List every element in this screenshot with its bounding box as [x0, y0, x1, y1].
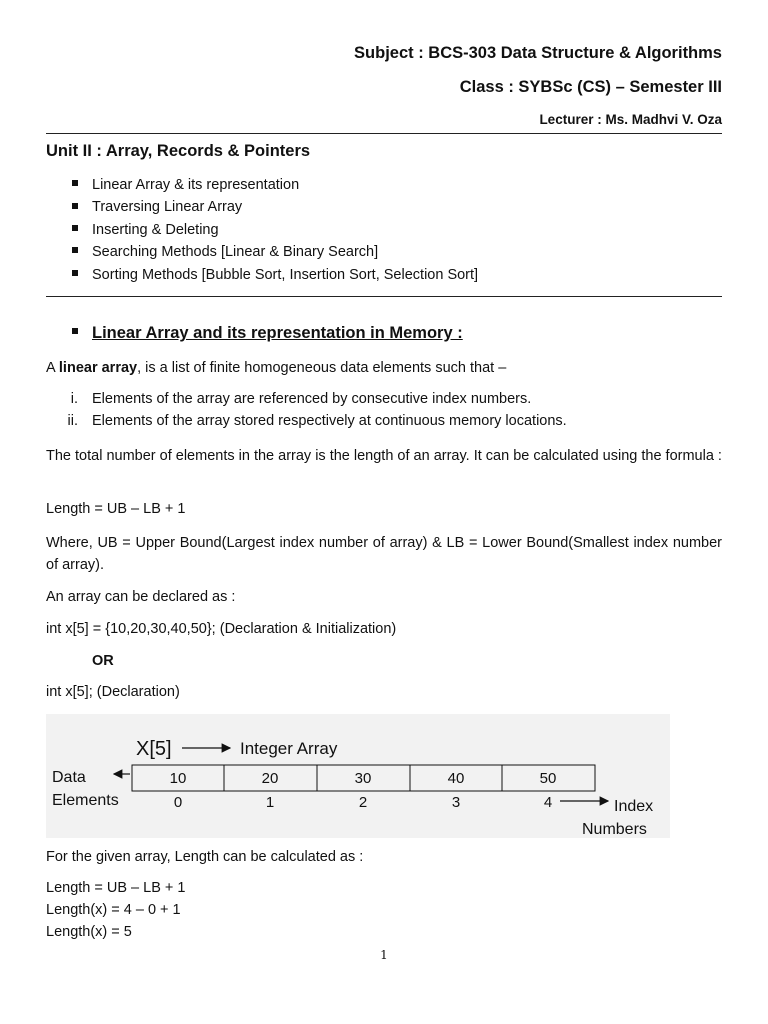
array-diagram-svg	[46, 714, 670, 838]
term-linear-array: linear array	[58, 360, 138, 376]
topic-item: Traversing Linear Array	[72, 196, 478, 218]
lecturer-line: Lecturer : Ms. Madhvi V. Oza	[539, 112, 722, 127]
section-heading: Linear Array and its representation in Memory :	[72, 324, 463, 343]
intro-paragraph: A linear array, is a list of finite homogeneous data elements such that –	[46, 360, 507, 376]
topics-divider	[46, 296, 722, 297]
calc-line: Length = UB – LB + 1	[46, 880, 186, 896]
bullet-icon	[72, 247, 78, 253]
array-index: 2	[358, 794, 368, 811]
array-value: 10	[169, 770, 187, 787]
data-elements-label: Data	[52, 769, 86, 786]
array-value: 50	[539, 770, 557, 787]
header-divider	[46, 133, 722, 134]
array-index: 3	[451, 794, 461, 811]
topic-item: Sorting Methods [Bubble Sort, Insertion Sort, Selection Sort]	[72, 264, 478, 286]
calc-intro: For the given array, Length can be calculated as :	[46, 849, 364, 865]
class-line: Class : SYBSc (CS) – Semester III	[459, 78, 722, 96]
subject-line: Subject : BCS-303 Data Structure & Algorithms	[354, 44, 722, 62]
calc-line: Length(x) = 4 – 0 + 1	[46, 902, 181, 918]
array-value: 20	[261, 770, 279, 787]
calc-line: Length(x) = 5	[46, 924, 132, 940]
length-formula: Length = UB – LB + 1	[46, 501, 186, 517]
array-value: 30	[354, 770, 372, 787]
bullet-icon	[72, 180, 78, 186]
array-index: 1	[265, 794, 275, 811]
condition-item: i. Elements of the array are referenced by consecutive index numbers.	[70, 391, 532, 407]
bullet-icon	[72, 203, 78, 209]
or-label: OR	[92, 653, 114, 669]
array-index: 0	[173, 794, 183, 811]
bullet-icon	[72, 270, 78, 276]
index-numbers-label: Index	[614, 798, 654, 815]
array-type-label: Integer Array	[240, 739, 338, 758]
page-number: 1	[380, 948, 388, 962]
array-name-label: X[5]	[136, 738, 172, 760]
declaration-init-code: int x[5] = {10,20,30,40,50}; (Declaration & Initialization)	[46, 621, 397, 637]
declaration-code: int x[5]; (Declaration)	[46, 684, 180, 700]
topic-item: Searching Methods [Linear & Binary Search]	[72, 241, 478, 263]
index-numbers-label: Numbers	[582, 821, 647, 838]
array-diagram	[46, 714, 670, 838]
array-value: 40	[447, 770, 465, 787]
topic-item: Linear Array & its representation	[72, 174, 478, 196]
bullet-icon	[72, 328, 78, 334]
data-elements-label: Elements	[52, 792, 119, 809]
topic-list	[72, 174, 478, 286]
where-paragraph: Where, UB = Upper Bound(Largest index number of array) & LB = Lower Bound(Smallest index number of array).	[46, 535, 722, 573]
topic-item: Inserting & Deleting	[72, 219, 478, 241]
unit-title: Unit II : Array, Records & Pointers	[46, 142, 311, 160]
array-index: 4	[543, 794, 553, 811]
length-paragraph: The total number of elements in the array is the length of an array. It can be calculated using the formula :	[46, 448, 722, 464]
condition-item: ii. Elements of the array stored respectively at continuous memory locations.	[67, 413, 567, 429]
bullet-icon	[72, 225, 78, 231]
declared-as-text: An array can be declared as :	[46, 589, 236, 605]
